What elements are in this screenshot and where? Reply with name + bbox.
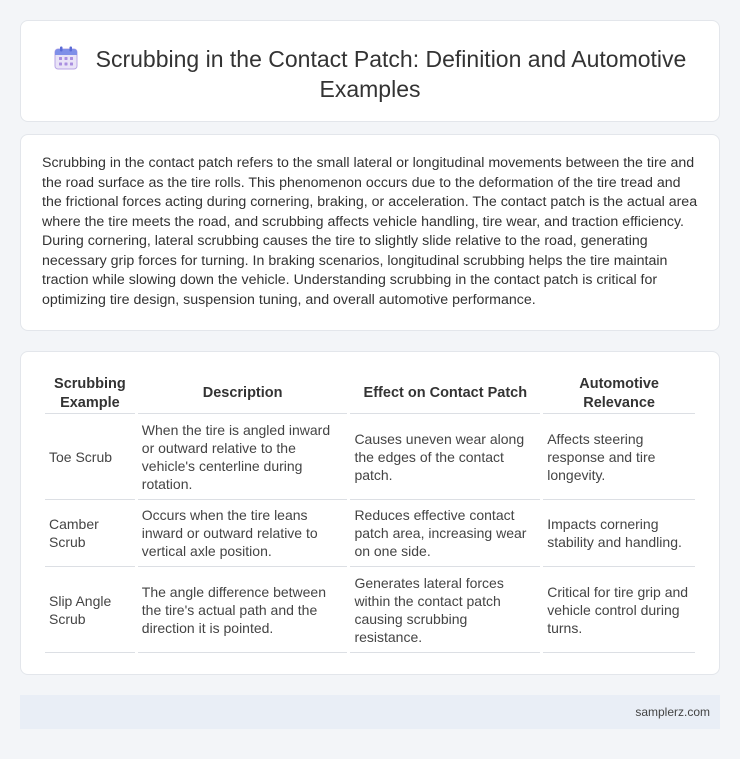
header-card [20,20,720,122]
table-cell: Impacts cornering stability and handling. [543,500,695,567]
calendar-icon [54,46,78,75]
title-wrap [21,45,719,103]
scrubbing-table [42,374,698,653]
table-cell: The angle difference between the tire's actual path and the direction it is pointed. [138,567,348,653]
table-cell: Affects steering response and tire longevity. [543,414,695,500]
table-cell: Reduces effective contact patch area, increasing wear on one side. [350,500,540,567]
column-header: Automotive Relevance [543,374,695,414]
table-cell: Occurs when the tire leans inward or outward relative to vertical axle position. [138,500,348,567]
page-title: Scrubbing in the Contact Patch: Definition and Automotive Examples [95,46,687,102]
table-cell: When the tire is angled inward or outward relative to the vehicle's centerline during rotation. [138,414,348,500]
table-cell: Camber Scrub [45,500,135,567]
table-card [20,351,720,675]
table-cell: Critical for tire grip and vehicle control during turns. [543,567,695,653]
table-header-row [45,374,695,414]
footer-bar [20,695,720,729]
table-cell: Causes uneven wear along the edges of the contact patch. [350,414,540,500]
column-header: Description [138,374,348,414]
column-header: Effect on Contact Patch [350,374,540,414]
table-row [45,500,695,567]
footer-site-link[interactable]: samplerz.com [635,705,710,719]
description-text: Scrubbing in the contact patch refers to the small lateral or longitudinal movements between the tire and the road surface as the tire rolls. This phenomenon occurs due to the deformation of the tire tread and the frictional forces acting during cornering, braking, or acceleration. The contact patch is the actual area where the tire meets the road, and scrubbing affects vehicle handling, tire wear, and traction efficiency. During cornering, lateral scrubbing causes the tire to slightly slide relative to the road, generating necessary grip forces for turning. In braking scenarios, longitudinal scrubbing helps the tire maintain traction while slowing down the vehicle. Understanding scrubbing in the contact patch is critical for optimizing tire design, suspension tuning, and overall automotive performance. [42,155,698,308]
table-row [45,567,695,653]
table-cell: Generates lateral forces within the contact patch causing scrubbing resistance. [350,567,540,653]
table-cell: Toe Scrub [45,414,135,500]
description-card [20,134,720,331]
table-row [45,414,695,500]
table-cell: Slip Angle Scrub [45,567,135,653]
column-header: Scrubbing Example [45,374,135,414]
